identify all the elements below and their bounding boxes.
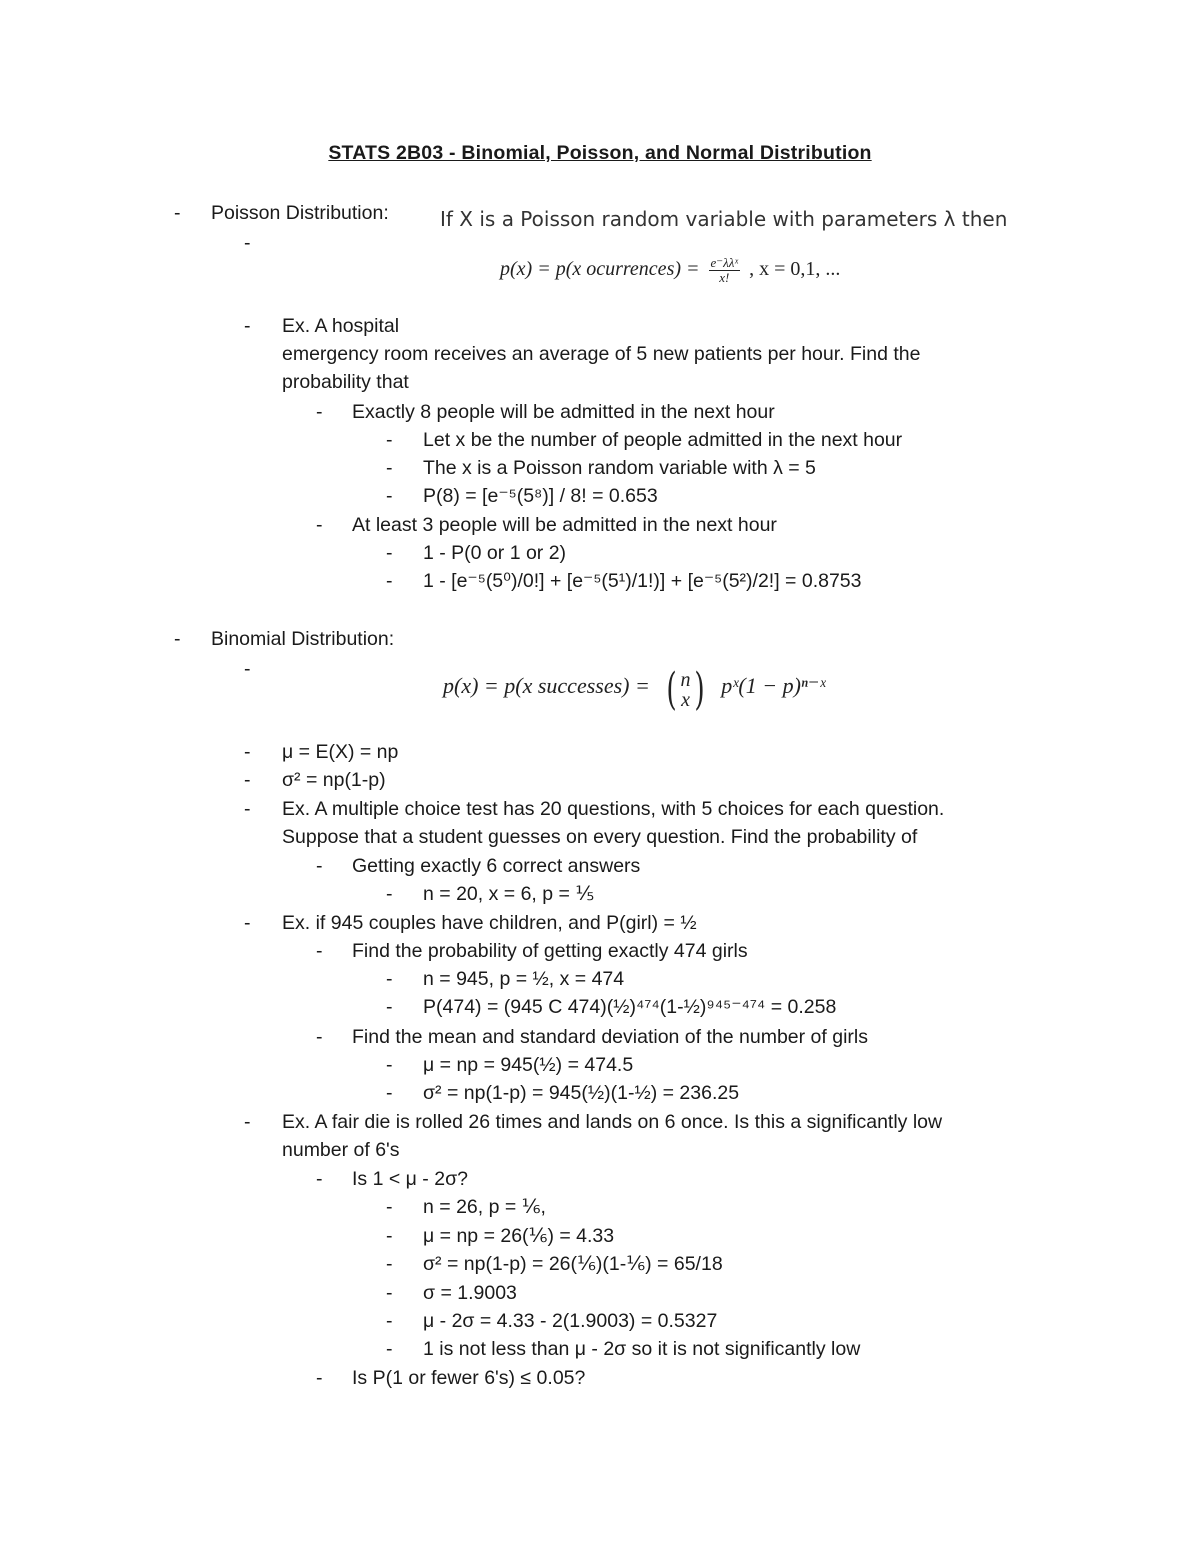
binomial-answer-line: μ = np = 26(⅙) = 4.33: [423, 1225, 615, 1247]
binomial-question: Getting exactly 6 correct answers: [352, 855, 641, 877]
binomial-answer-line: 1 is not less than μ - 2σ so it is not significantly low: [423, 1338, 861, 1360]
bullet-dash: -: [244, 912, 251, 934]
bullet-dash: -: [386, 485, 393, 507]
bullet-dash: -: [244, 741, 251, 763]
binomial-answer-line: σ² = np(1-p) = 945(½)(1-½) = 236.25: [423, 1082, 740, 1104]
bullet-dash: -: [386, 1082, 393, 1104]
binomial-answer-line: P(474) = (945 C 474)(½)⁴⁷⁴(1-½)⁹⁴⁵⁻⁴⁷⁴ = 0.258: [423, 996, 837, 1018]
poisson-example-line: emergency room receives an average of 5 new patients per hour. Find the: [282, 343, 921, 365]
binomial-answer-line: μ = np = 945(½) = 474.5: [423, 1054, 634, 1076]
binomial-formula: p(x) = p(x successes) = ( n x ) pˣ(1 − p)ⁿ⁻ˣ: [443, 663, 826, 715]
bullet-dash: -: [386, 1225, 393, 1247]
poisson-answer-line: 1 - P(0 or 1 or 2): [423, 542, 567, 564]
bullet-dash: -: [386, 1054, 393, 1076]
poisson-answer-line: The x is a Poisson random variable with λ = 5: [423, 457, 816, 479]
poisson-answer-line: Let x be the number of people admitted in the next hour: [423, 429, 903, 451]
bullet-dash: -: [386, 883, 393, 905]
binomial-example-line: Ex. A fair die is rolled 26 times and lands on 6 once. Is this a significantly low: [282, 1111, 943, 1133]
bullet-dash: -: [316, 514, 323, 536]
poisson-answer-line: P(8) = [e⁻⁵(5⁸)] / 8! = 0.653: [423, 485, 658, 507]
bullet-dash: -: [386, 996, 393, 1018]
poisson-example-line: Ex. A hospital: [282, 315, 400, 337]
binomial-answer-line: σ² = np(1-p) = 26(⅙)(1-⅙) = 65/18: [423, 1253, 723, 1275]
binomial-question: Is P(1 or fewer 6's) ≤ 0.05?: [352, 1367, 586, 1389]
binomial-answer-line: n = 945, p = ½, x = 474: [423, 968, 625, 990]
poisson-example-line: probability that: [282, 371, 409, 393]
binomial-question: Find the mean and standard deviation of the number of girls: [352, 1026, 868, 1048]
binomial-variance: σ² = np(1-p): [282, 769, 386, 791]
bullet-dash: -: [316, 1026, 323, 1048]
binomial-example-line: Ex. if 945 couples have children, and P(girl) = ½: [282, 912, 697, 934]
binomial-formula-rhs: pˣ(1 − p)ⁿ⁻ˣ: [721, 673, 826, 698]
poisson-definition: If X is a Poisson random variable with parameters λ then: [440, 207, 1008, 231]
binomial-answer-line: n = 26, p = ⅙,: [423, 1196, 546, 1218]
bullet-dash: -: [316, 401, 323, 423]
bullet-dash: -: [386, 1253, 393, 1275]
bullet-dash: -: [316, 1168, 323, 1190]
poisson-formula-denominator: x!: [719, 269, 730, 285]
bullet-dash: -: [244, 658, 251, 680]
bullet-dash: -: [386, 1310, 393, 1332]
binomial-answer-line: n = 20, x = 6, p = ⅕: [423, 883, 595, 905]
binomial-answer-line: σ = 1.9003: [423, 1282, 517, 1304]
bullet-dash: -: [316, 940, 323, 962]
poisson-formula-lhs: p(x) = p(x ocurrences) =: [500, 258, 700, 280]
poisson-question: Exactly 8 people will be admitted in the next hour: [352, 401, 775, 423]
poisson-question: At least 3 people will be admitted in the next hour: [352, 514, 777, 536]
binomial-coefficient-x: x: [681, 688, 690, 711]
bullet-dash: -: [386, 570, 393, 592]
bullet-dash: -: [386, 542, 393, 564]
bullet-dash: -: [316, 855, 323, 877]
bullet-dash: -: [316, 1367, 323, 1389]
binomial-example-line: Suppose that a student guesses on every question. Find the probability of: [282, 826, 918, 848]
bullet-dash: -: [386, 1338, 393, 1360]
bullet-dash: -: [174, 628, 181, 650]
binomial-example-line: number of 6's: [282, 1139, 400, 1161]
binomial-mean: μ = E(X) = np: [282, 741, 399, 763]
bullet-dash: -: [386, 1282, 393, 1304]
bullet-dash: -: [386, 457, 393, 479]
binomial-answer-line: μ - 2σ = 4.33 - 2(1.9003) = 0.5327: [423, 1310, 718, 1332]
bullet-dash: -: [244, 315, 251, 337]
binomial-formula-lhs: p(x) = p(x successes) =: [443, 673, 650, 698]
bullet-dash: -: [244, 232, 251, 254]
bullet-dash: -: [386, 1196, 393, 1218]
binomial-example-line: Ex. A multiple choice test has 20 questions, with 5 choices for each question.: [282, 798, 945, 820]
poisson-formula-numerator: e⁻λλˣ: [710, 254, 739, 270]
page-title: STATS 2B03 - Binomial, Poisson, and Normal Distribution: [328, 142, 872, 164]
bullet-dash: -: [244, 1111, 251, 1133]
binomial-coefficient-n: n: [680, 668, 691, 691]
bullet-dash: -: [386, 429, 393, 451]
bullet-dash: -: [174, 202, 181, 224]
poisson-formula-rhs: , x = 0,1, ...: [749, 258, 841, 280]
binomial-question: Is 1 < μ - 2σ?: [352, 1168, 468, 1190]
bullet-dash: -: [244, 769, 251, 791]
bullet-dash: -: [244, 798, 251, 820]
binomial-question: Find the probability of getting exactly 474 girls: [352, 940, 748, 962]
binomial-heading: Binomial Distribution:: [211, 628, 395, 650]
poisson-formula: [500, 247, 840, 291]
bullet-dash: -: [386, 968, 393, 990]
poisson-heading: Poisson Distribution:: [211, 202, 389, 224]
poisson-answer-line: 1 - [e⁻⁵(5⁰)/0!] + [e⁻⁵(5¹)/1!)] + [e⁻⁵(5²)/2!] = 0.8753: [423, 570, 862, 592]
